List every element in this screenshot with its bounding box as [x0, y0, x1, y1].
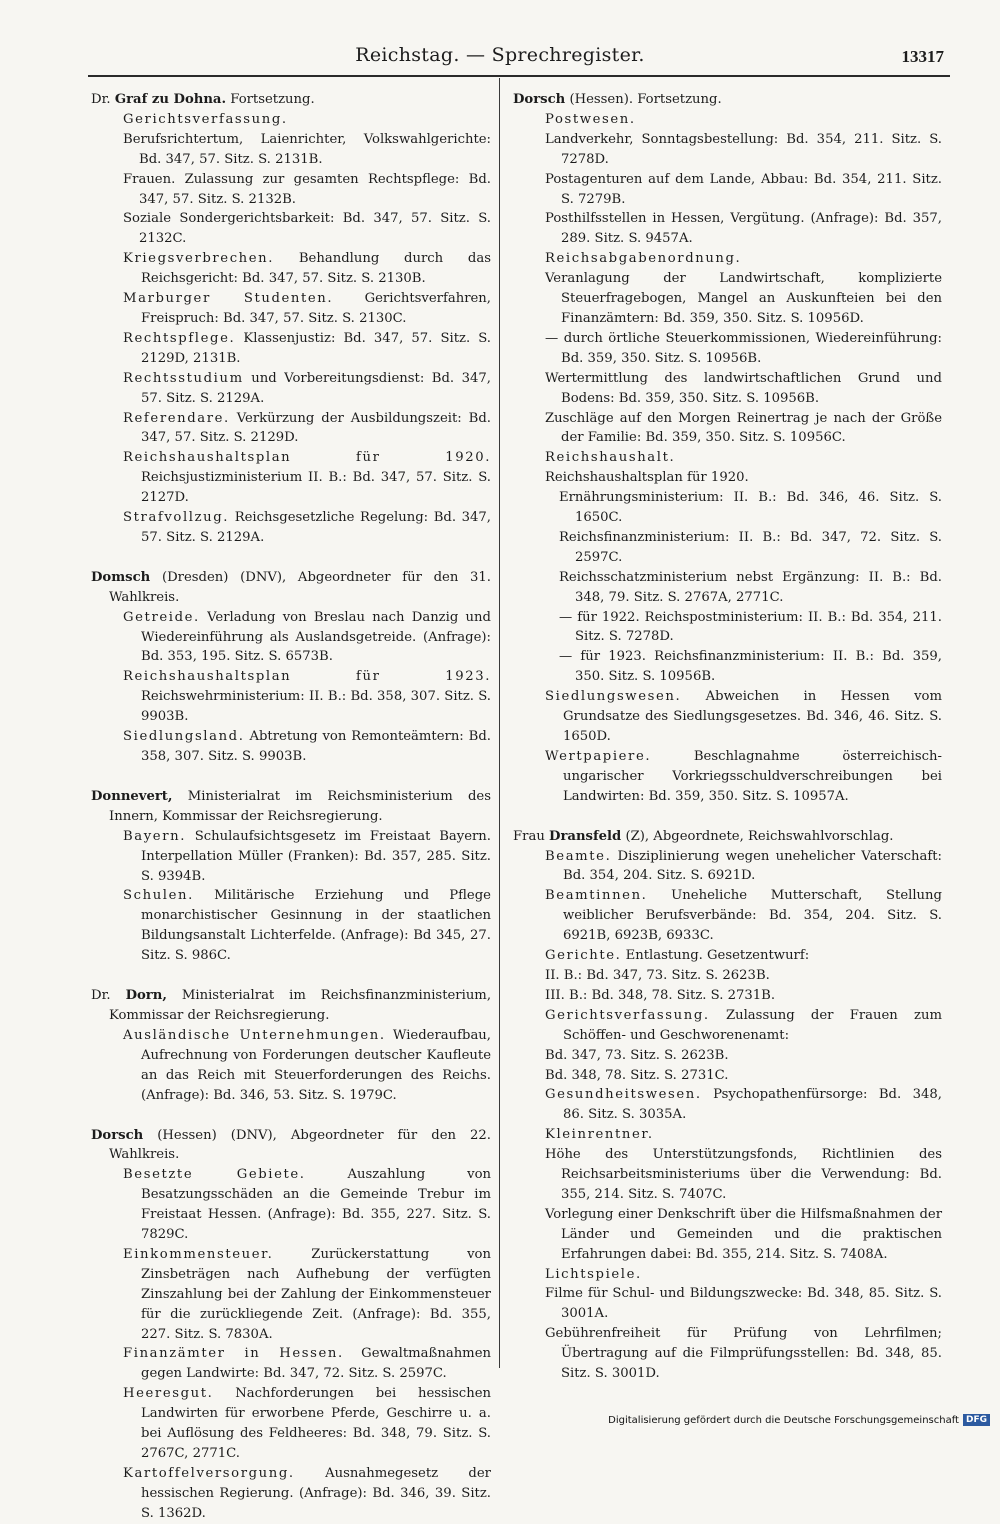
topic-heading: Gerichtsverfassung.	[123, 111, 288, 127]
topic-heading: Beamtinnen.	[545, 888, 648, 904]
topic-line	[513, 1265, 942, 1285]
topic-heading: Besetzte Gebiete.	[123, 1167, 306, 1183]
register-entry	[91, 90, 491, 548]
topic-line	[91, 508, 491, 548]
topic-text: Nachforderungen bei hessischen Landwirten für erworbene Pferde, Geschirre u. a. bei Auflösung des Feldheeres: Bd. 348, 79. Sitz. S. 2767C, 2771C.	[141, 1386, 491, 1461]
person-name: Donnevert,	[91, 788, 173, 804]
subtopic-detail-line: Ernährungsministerium: II. B.: Bd. 346, 46. Sitz. S. 1650C.	[559, 490, 942, 526]
subtopic-detail-line: — für 1922. Reichspostministerium: II. B.: Bd. 354, 211. Sitz. S. 7278D.	[559, 609, 942, 645]
topic-text: Militärische Erziehung und Pflege monarchistischer Gesinnung in der staatlichen Bildungsanstalt Lichterfelde. (Anfrage): Bd 345, 27. Sitz. S. 986C.	[141, 888, 491, 964]
topic-line	[91, 1384, 491, 1464]
subtopic-line: Berufsrichtertum, Laienrichter, Volkswahlgerichte: Bd. 347, 57. Sitz. S. 2131B.	[123, 131, 491, 167]
topic-heading: Kartoffelversorgung.	[123, 1465, 295, 1481]
topic-text: Psychopathenfürsorge: Bd. 348, 86. Sitz. S. 3035A.	[563, 1087, 942, 1123]
running-head: Reichstag. — Sprechregister.	[355, 44, 645, 66]
page-header	[0, 0, 1000, 82]
person-line	[91, 1126, 491, 1166]
topic-text: Auszahlung von Besatzungsschäden an die Gemeinde Trebur im Freistaat Hessen. (Anfrage): Bd. 355, 227. Sitz. S. 7829C.	[141, 1167, 491, 1243]
topic-text: Beschlagnahme österreichisch-ungarischer Vorkriegsschuldverschreibungen bei Landwirten: Bd. 359, 350. Sitz. S. 10957A.	[563, 748, 942, 804]
person-line	[91, 568, 491, 608]
topic-line	[513, 110, 942, 130]
topic-heading: Reichsabgabenordnung.	[545, 251, 742, 267]
topic-text: Uneheliche Mutterschaft, Stellung weiblicher Berufsverbände: Bd. 354, 204. Sitz. S. 6921B, 6923B, 6933C.	[563, 888, 942, 944]
register-entry	[91, 986, 491, 1105]
topic-line	[513, 1125, 942, 1145]
topic-text: Wiederaufbau, Aufrechnung von Forderungen deutscher Kaufleute an das Reich mit Steuerforderungen des Reichs. (Anfrage): Bd. 346, 53. Sitz. S. 1979C.	[141, 1027, 491, 1103]
topic-line	[91, 369, 491, 409]
topic-text: Reichsjustizministerium II. B.: Bd. 347, 57. Sitz. S. 2127D.	[141, 470, 491, 506]
topic-heading: Reichshaushalt.	[545, 450, 676, 466]
left-column	[91, 90, 491, 1524]
person-description: Fortsetzung.	[230, 92, 315, 107]
person-description: Ministerialrat im Reichsfinanzministerium, Kommissar der Reichsregierung.	[109, 988, 492, 1023]
subtopic-detail-line: Reichsfinanzministerium: II. B.: Bd. 347, 72. Sitz. S. 2597C.	[559, 529, 942, 565]
topic-line	[513, 687, 942, 747]
subtopic-line: Vorlegung einer Denkschrift über die Hilfsmaßnahmen der Länder und Gemeinden und die praktischen Erfahrungen dabei: Bd. 355, 214. Sitz. S. 7408A.	[545, 1206, 942, 1262]
subtopic-line: Soziale Sondergerichtsbarkeit: Bd. 347, 57. Sitz. S. 2132C.	[123, 211, 491, 247]
topic-line	[513, 249, 942, 269]
person-line	[513, 90, 942, 110]
person-description: (Hessen). Fortsetzung.	[569, 92, 722, 107]
topic-line	[513, 847, 942, 887]
topic-heading: Siedlungswesen.	[545, 689, 682, 705]
dfg-logo: DFG	[963, 1414, 990, 1426]
subtopic-line: Bd. 347, 73. Sitz. S. 2623B.	[545, 1047, 729, 1063]
register-entry	[91, 1126, 491, 1524]
person-description: (Dresden) (DNV), Abgeordneter für den 31. Wahlkreis.	[109, 569, 491, 605]
person-name: Dorsch	[513, 92, 566, 107]
topic-line	[91, 1165, 491, 1245]
person-description: Ministerialrat im Reichsministerium des Innern, Kommissar der Reichsregierung.	[109, 788, 491, 824]
subtopic-detail-line: — für 1923. Reichsfinanzministerium: II. B.: Bd. 359, 350. Sitz. S. 10956B.	[559, 649, 942, 685]
person-name: Dorn,	[125, 988, 167, 1004]
topic-text: Abweichen in Hessen vom Grundsatze des Siedlungsgesetzes. Bd. 346, 46. Sitz. S. 1650D.	[563, 689, 942, 744]
topic-text: Gewaltmaßnahmen gegen Landwirte: Bd. 347, 72. Sitz. S. 2597C.	[141, 1346, 491, 1382]
topic-line	[91, 448, 491, 508]
person-name: Dorsch	[91, 1127, 144, 1143]
topic-text: Schulaufsichtsgesetz im Freistaat Bayern. Interpellation Müller (Franken): Bd. 357, 285. Sitz. S. 9394B.	[141, 828, 491, 884]
topic-line	[91, 886, 491, 966]
footer-credit: Digitalisierung gefördert durch die Deutsche Forschungsgemeinschaft	[608, 1414, 959, 1426]
topic-line	[91, 608, 491, 668]
topic-line	[91, 827, 491, 887]
subtopic-line: Zuschläge auf den Morgen Reinertrag je nach der Größe der Familie: Bd. 359, 350. Sitz. S. 10956C.	[545, 410, 942, 446]
topic-line	[513, 946, 942, 966]
topic-heading: Gerichte.	[545, 948, 622, 964]
subtopic-line: Postagenturen auf dem Lande, Abbau: Bd. 354, 211. Sitz. S. 7279B.	[545, 171, 942, 207]
topic-line	[91, 409, 491, 449]
topic-line	[91, 667, 491, 727]
topic-heading: Getreide.	[123, 609, 200, 625]
topic-heading: Referendare.	[123, 410, 230, 426]
topic-heading: Ausländische Unternehmungen.	[123, 1027, 386, 1043]
person-line	[91, 90, 491, 110]
topic-heading: Einkommensteuer.	[123, 1246, 274, 1262]
topic-line	[91, 1464, 491, 1524]
topic-text: Disziplinierung wegen unehelicher Vaterschaft: Bd. 354, 204. Sitz. S. 6921D.	[563, 848, 942, 884]
topic-line	[91, 1245, 491, 1345]
topic-heading: Postwesen.	[545, 111, 636, 127]
register-entry	[513, 827, 942, 1384]
topic-text: Entlastung. Gesetzentwurf:	[625, 948, 810, 964]
topic-text: Abtretung von Remonteämtern: Bd. 358, 307. Sitz. S. 9903B.	[141, 729, 491, 764]
person-description: (Hessen) (DNV), Abgeordneter für den 22. Wahlkreis.	[109, 1127, 491, 1163]
person-line	[91, 787, 491, 827]
subtopic-line: Frauen. Zulassung zur gesamten Rechtspflege: Bd. 347, 57. Sitz. S. 2132B.	[123, 171, 491, 207]
topic-heading: Beamte.	[545, 848, 612, 864]
topic-heading: Strafvollzug.	[123, 510, 230, 526]
topic-text: Verladung von Breslau nach Danzig und Wiedereinführung als Auslandsgetreide. (Anfrage): Bd. 353, 195. Sitz. S. 6573B.	[141, 609, 491, 665]
topic-line	[91, 1344, 491, 1384]
subtopic-line: III. B.: Bd. 348, 78. Sitz. S. 2731B.	[545, 987, 776, 1003]
topic-heading: Lichtspiele.	[545, 1266, 642, 1282]
person-prefix: Dr.	[91, 988, 111, 1004]
register-entry	[513, 90, 942, 807]
topic-heading: Rechtsstudium	[123, 370, 244, 386]
topic-text: Zurückerstattung von Zinsbeträgen nach Aufhebung der verfügten Zinszahlung bei der Zahlung der Einkommensteuer für die zurückliegende Zeit. (Anfrage): Bd. 355, 227. Sitz. S. 7830A.	[141, 1246, 491, 1342]
subtopic-line: Landverkehr, Sonntagsbestellung: Bd. 354, 211. Sitz. S. 7278D.	[545, 131, 942, 167]
subtopic-line: Höhe des Unterstützungsfonds, Richtlinien des Reichsarbeitsministeriums über die Verwendung: Bd. 355, 214. Sitz. S. 7407C.	[545, 1147, 942, 1202]
topic-line	[91, 329, 491, 369]
topic-line	[513, 1085, 942, 1125]
topic-text: Behandlung durch das Reichsgericht: Bd. 347, 57. Sitz. S. 2130B.	[141, 251, 491, 287]
topic-heading: Wertpapiere.	[545, 748, 652, 764]
topic-text: Reichsgesetzliche Regelung: Bd. 347, 57. Sitz. S. 2129A.	[141, 510, 491, 545]
subtopic-line: II. B.: Bd. 347, 73. Sitz. S. 2623B.	[545, 967, 770, 983]
person-line	[513, 827, 942, 847]
right-column	[513, 90, 942, 1384]
topic-line	[513, 886, 942, 946]
topic-heading: Gesundheitswesen.	[545, 1087, 702, 1103]
person-description: (Z), Abgeordnete, Reichswahlvorschlag.	[625, 828, 894, 844]
topic-heading: Gerichtsverfassung.	[545, 1007, 710, 1023]
topic-line	[91, 727, 491, 767]
topic-heading: Reichshaushaltsplan für 1923.	[123, 669, 491, 685]
subtopic-line: Gebührenfreiheit für Prüfung von Lehrfilmen; Übertragung auf die Filmprüfungsstellen: Bd. 348, 85. Sitz. S. 3001D.	[545, 1326, 942, 1382]
topic-text: Klassenjustiz: Bd. 347, 57. Sitz. S. 2129D, 2131B.	[141, 330, 491, 366]
person-prefix: Dr.	[91, 92, 111, 107]
topic-heading: Bayern.	[123, 828, 186, 844]
topic-heading: Heeresgut.	[123, 1386, 214, 1402]
topic-heading: Finanzämter in Hessen.	[123, 1346, 344, 1362]
subtopic-line: — durch örtliche Steuerkommissionen, Wiedereinführung: Bd. 359, 350. Sitz. S. 10956B.	[545, 330, 942, 366]
topic-line	[91, 249, 491, 289]
topic-heading: Kriegsverbrechen.	[123, 251, 275, 267]
topic-line	[513, 747, 942, 807]
subtopic-line: Posthilfsstellen in Hessen, Vergütung. (Anfrage): Bd. 357, 289. Sitz. S. 9457A.	[545, 211, 942, 247]
topic-text: Gerichtsverfahren, Freispruch: Bd. 347, 57. Sitz. S. 2130C.	[141, 291, 491, 326]
person-name: Dransfeld	[549, 828, 622, 844]
topic-line	[91, 110, 491, 130]
topic-heading: Schulen.	[123, 888, 194, 904]
subtopic-line: Veranlagung der Landwirtschaft, komplizierte Steuerfragebogen, Mangel an Auskunfteien bei den Finanzämtern: Bd. 359, 350. Sitz. S. 10956D.	[545, 271, 942, 326]
column-divider	[499, 78, 500, 1368]
topic-heading: Rechtspflege.	[123, 330, 236, 346]
person-name: Domsch	[91, 569, 151, 585]
person-line	[91, 986, 491, 1026]
subtopic-line: Wertermittlung des landwirtschaftlichen Grund und Bodens: Bd. 359, 350. Sitz. S. 10956B.	[545, 370, 942, 406]
topic-line	[513, 448, 942, 468]
topic-heading: Marburger Studenten.	[123, 291, 334, 307]
topic-text: und Vorbereitungsdienst: Bd. 347, 57. Sitz. S. 2129A.	[141, 370, 491, 406]
topic-heading: Siedlungsland.	[123, 729, 245, 745]
topic-line	[91, 1026, 491, 1106]
header-rule	[88, 75, 950, 77]
topic-text: Reichswehrministerium: II. B.: Bd. 358, 307. Sitz. S. 9903B.	[141, 689, 491, 725]
person-name: Graf zu Dohna.	[114, 92, 227, 107]
subtopic-detail-line: Reichsschatzministerium nebst Ergänzung: II. B.: Bd. 348, 79. Sitz. S. 2767A, 2771C.	[559, 569, 942, 605]
topic-text: Verkürzung der Ausbildungszeit: Bd. 347, 57. Sitz. S. 2129D.	[141, 410, 491, 446]
topic-heading: Kleinrentner.	[545, 1127, 654, 1143]
subtopic-line: Bd. 348, 78. Sitz. S. 2731C.	[545, 1067, 729, 1083]
subtopic-line: Filme für Schul- und Bildungszwecke: Bd. 348, 85. Sitz. S. 3001A.	[545, 1286, 942, 1322]
register-entry	[91, 787, 491, 966]
topic-text: Ausnahmegesetz der hessischen Regierung. (Anfrage): Bd. 346, 39. Sitz. S. 1362D.	[141, 1465, 491, 1521]
subtopic-line: Reichshaushaltsplan für 1920.	[545, 470, 749, 486]
register-entry	[91, 568, 491, 767]
topic-line	[513, 1006, 942, 1046]
page-number: 13317	[901, 47, 944, 66]
topic-heading: Reichshaushaltsplan für 1920.	[123, 450, 491, 466]
topic-line	[91, 289, 491, 329]
footer	[608, 1414, 990, 1426]
topic-text: Zulassung der Frauen zum Schöffen- und Geschworenenamt:	[563, 1007, 942, 1043]
person-prefix: Frau	[513, 828, 545, 844]
